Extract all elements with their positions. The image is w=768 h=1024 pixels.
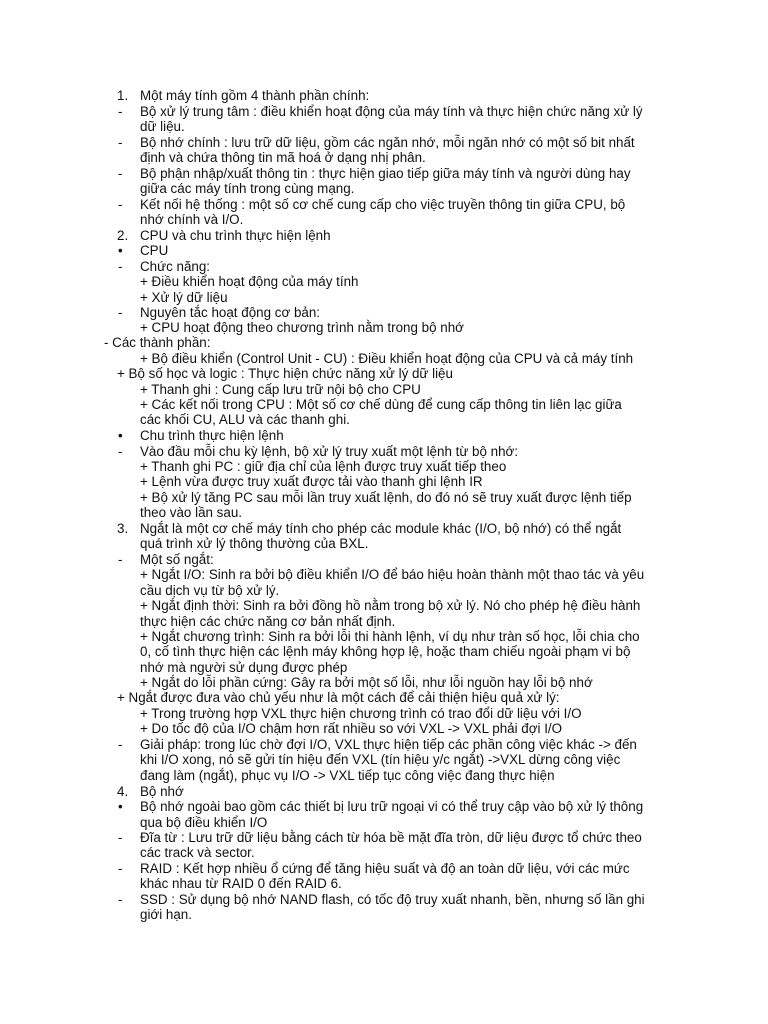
text-line-43-giai-phap-trong-luc-cho-doi-i-o-vxl-thuc: Giải pháp: trong lúc chờ đợi I/O, VXL thực hiện tiếp các phần công việc khác -> đến: [140, 737, 637, 752]
text-line-25-thanh-ghi-pc-giu-dia-chi-cua-lenh-duoc-t: + Thanh ghi PC : giữ địa chỉ của lệnh được truy xuất tiếp theo: [140, 459, 507, 474]
text-line-45-dang-lam-ngat-phuc-vu-i-o-vxl-tiep-tuc-c: đang làm (ngắt), phục vụ I/O -> VXL tiếp tục công việc đang thực hiện: [140, 768, 555, 783]
text-line-38-nho-ma-nguoi-su-dung-duoc-phep: nhớ mà người sử dụng được phép: [140, 660, 348, 675]
text-line-4-bo-nho-chinh-luu-tru-du-lieu-gom-cac-nga: Bộ nhớ chính : lưu trữ dữ liệu, gồm các ngăn nhớ, mỗi ngăn nhớ có một số bit nhất: [140, 135, 635, 150]
text-line-27-bo-xu-ly-tang-pc-sau-moi-lan-truy-xuat-l: + Bộ xử lý tăng PC sau mỗi lần truy xuất lệnh, do đó nó sẽ truy xuất được lệnh tiếp: [140, 490, 632, 505]
list-marker: -: [118, 104, 123, 119]
list-marker: -: [118, 444, 123, 459]
list-marker: -: [118, 166, 123, 181]
text-line-12-chuc-nang: Chức năng:: [140, 259, 211, 274]
text-line-20-thanh-ghi-cung-cap-luu-tru-noi-bo-cho-cp: + Thanh ghi : Cung cấp lưu trữ nội bộ cho CPU: [140, 382, 421, 397]
text-line-21-cac-ket-noi-trong-cpu-mot-so-co-che-dung: + Các kết nối trong CPU : Một số cơ chế dùng để cung cấp thông tin liên lạc giữa: [140, 397, 622, 412]
text-line-1-mot-may-tinh-gom-4-thanh-phan-chinh: Một máy tính gồm 4 thành phần chính:: [140, 88, 370, 103]
text-line-2-bo-xu-ly-trung-tam-dieu-khien-hoat-dong-: Bộ xử lý trung tâm : điều khiển hoạt động của máy tính và thực hiện chức năng xử lý: [140, 104, 643, 119]
text-line-15-nguyen-tac-hoat-dong-co-ban: Nguyên tắc hoạt động cơ bản:: [140, 305, 321, 320]
text-line-49-dia-tu-luu-tru-du-lieu-bang-cach-tu-hoa-: Đĩa từ : Lưu trữ dữ liệu bằng cách từ hóa bề mặt đĩa tròn, dữ liệu được tổ chức theo: [140, 830, 642, 845]
list-marker: -: [118, 305, 123, 320]
text-line-28-theo-vao-lan-sau: theo vào lần sau.: [140, 505, 242, 520]
text-line-40-ngat-duoc-dua-vao-chu-yeu-nhu-la-mot-cac: + Ngắt được đưa vào chủ yếu như là một cách để cải thiện hiệu quả xử lý:: [117, 690, 560, 705]
list-marker: •: [118, 428, 123, 443]
text-line-37-0-co-tinh-thuc-hien-cac-lenh-may-khong-h: 0, cố tình thực hiện các lệnh máy không hợp lệ, hoặc tham chiếu ngoài phạm vi bộ: [140, 644, 631, 659]
list-marker: -: [118, 197, 123, 212]
text-line-7-giua-cac-may-tinh-trong-cung-mang: giữa các máy tính trong cùng mạng.: [140, 181, 355, 196]
text-line-22-cac-khoi-cu-alu-va-cac-thanh-ghi: các khối CU, ALU và các thanh ghi.: [140, 412, 350, 427]
text-line-33-cau-dich-vu-tu-bo-xu-ly: cầu dịch vụ từ bộ xử lý.: [140, 583, 280, 598]
text-line-5-dinh-va-chua-thong-tin-ma-hoa-o-dang-nhi: định và chứa thông tin mã hoá ở dạng nhị phân.: [140, 150, 426, 165]
text-line-48-qua-bo-dieu-khien-i-o: qua bộ điều khiển I/O: [140, 815, 268, 830]
list-marker: -: [118, 552, 123, 567]
text-line-14-xu-ly-du-lieu: + Xử lý dữ liệu: [140, 290, 228, 305]
text-line-11-cpu: CPU: [140, 243, 169, 258]
text-line-23-chu-trinh-thuc-hien-lenh: Chu trình thực hiện lệnh: [140, 428, 284, 443]
text-line-51-raid-ket-hop-nhieu-o-cung-de-tang-hieu-s: RAID : Kết hợp nhiều ổ cứng để tăng hiệu suất và độ an toàn dữ liệu, với các mức: [140, 861, 630, 876]
text-line-46-bo-nho: Bộ nhớ: [140, 784, 184, 799]
text-line-47-bo-nho-ngoai-bao-gom-cac-thiet-bi-luu-tr: Bộ nhớ ngoài bao gồm các thiết bị lưu trữ ngoại vi có thể truy cập vào bộ xử lý thông: [140, 799, 644, 814]
text-line-29-ngat-la-mot-co-che-may-tinh-cho-phep-cac: Ngắt là một cơ chế máy tính cho phép các module khác (I/O, bộ nhớ) có thể ngắt: [140, 521, 622, 536]
text-line-6-bo-phan-nhap-xuat-thong-tin-thuc-hien-gi: Bộ phận nhập/xuất thông tin : thực hiện giao tiếp giữa máy tính và người dùng hay: [140, 166, 631, 181]
list-marker: 3.: [117, 521, 129, 536]
list-marker: -: [118, 892, 123, 907]
text-line-41-trong-truong-hop-vxl-thuc-hien-chuong-tr: + Trong trường hợp VXL thực hiện chương trình có trao đổi dữ liệu với I/O: [140, 706, 582, 721]
text-line-53-ssd-su-dung-bo-nho-nand-flash-co-toc-do-: SSD : Sử dụng bộ nhớ NAND flash, có tốc độ truy xuất nhanh, bền, nhưng số lần ghi: [140, 892, 645, 907]
list-marker: -: [118, 861, 123, 876]
text-line-35-thuc-hien-cac-chuc-nang-co-ban-nhat-dinh: thực hiện các chức năng cơ bản nhất định.: [140, 614, 396, 629]
list-marker: 2.: [117, 228, 129, 243]
text-line-10-cpu-va-chu-trinh-thuc-hien-lenh: CPU và chu trình thực hiện lệnh: [140, 228, 331, 243]
list-marker: -: [118, 259, 123, 274]
text-line-54-gioi-han: giới hạn.: [140, 907, 192, 922]
text-line-17-cac-thanh-phan: - Các thành phần:: [104, 335, 211, 350]
text-line-26-lenh-vua-duoc-truy-xuat-duoc-tai-vao-tha: + Lệnh vừa được truy xuất được tải vào thanh ghi lệnh IR: [140, 474, 483, 489]
text-line-13-dieu-khien-hoat-dong-cua-may-tinh: + Điều khiển hoạt động của máy tính: [140, 274, 359, 289]
list-marker: 4.: [117, 784, 129, 799]
list-marker: 1.: [117, 88, 129, 103]
text-line-18-bo-dieu-khien-control-unit-cu-dieu-khien: + Bộ điều khiển (Control Unit - CU) : Điều khiển hoạt động của CPU và cả máy tính: [140, 351, 634, 366]
text-line-36-ngat-chuong-trinh-sinh-ra-boi-loi-thi-ha: + Ngắt chương trình: Sinh ra bởi lỗi thi hành lệnh, ví dụ như tràn số học, lỗi chia cho: [140, 629, 640, 644]
text-line-8-ket-noi-he-thong-mot-so-co-che-cung-cap-: Kết nối hệ thống : một số cơ chế cung cấp cho việc truyền thông tin giữa CPU, bộ: [140, 197, 626, 212]
text-line-9-nho-chinh-va-i-o: nhớ chính và I/O.: [140, 212, 244, 227]
text-line-42-do-toc-do-cua-i-o-cham-hon-rat-nhieu-so-: + Do tốc độ của I/O chậm hơn rất nhiều so với VXL -> VXL phải đợi I/O: [140, 721, 563, 736]
list-marker: •: [118, 243, 123, 258]
text-line-31-mot-so-ngat: Một số ngắt:: [140, 552, 214, 567]
text-line-3-du-lieu: dữ liệu.: [140, 119, 185, 134]
text-line-39-ngat-do-loi-phan-cung-gay-ra-boi-mot-so-: + Ngắt do lỗi phần cứng: Gây ra bởi một số lỗi, như lỗi nguồn hay lỗi bộ nhớ: [140, 675, 593, 690]
text-line-50-cac-track-va-sector: các track và sector.: [140, 845, 255, 860]
text-line-19-bo-so-hoc-va-logic-thuc-hien-chuc-nang-x: + Bộ số học và logic : Thực hiện chức năng xử lý dữ liệu: [117, 366, 453, 381]
text-line-32-ngat-i-o-sinh-ra-boi-bo-dieu-khien-i-o-d: + Ngắt I/O: Sinh ra bởi bộ điều khiển I/O để báo hiệu hoàn thành một thao tác và yêu: [140, 567, 645, 582]
text-line-52-khac-nhau-tu-raid-0-den-raid-6: khác nhau từ RAID 0 đến RAID 6.: [140, 876, 342, 891]
text-line-34-ngat-dinh-thoi-sinh-ra-boi-dong-ho-nam-t: + Ngắt định thời: Sinh ra bởi đồng hồ nằm trong bộ xử lý. Nó cho phép hệ điều hành: [140, 598, 641, 613]
text-line-24-vao-dau-moi-chu-ky-lenh-bo-xu-ly-truy-xu: Vào đầu mỗi chu kỳ lệnh, bộ xử lý truy xuất một lệnh từ bộ nhớ:: [140, 444, 519, 459]
list-marker: -: [118, 737, 123, 752]
list-marker: •: [118, 799, 123, 814]
text-line-16-cpu-hoat-dong-theo-chuong-trinh-nam-tron: + CPU hoạt động theo chương trình nằm trong bộ nhớ: [140, 320, 464, 335]
list-marker: -: [118, 135, 123, 150]
text-line-44-khi-i-o-xong-no-se-gui-tin-hieu-den-vxl-: khi I/O xong, nó sẽ gửi tín hiệu đến VXL (tín hiệu y/c ngắt) ->VXL dừng công việc: [140, 752, 621, 767]
text-line-30-qua-trinh-xu-ly-thong-thuong-cua-bxl: quá trình xử lý thông thường của BXL.: [140, 536, 369, 551]
list-marker: -: [118, 830, 123, 845]
